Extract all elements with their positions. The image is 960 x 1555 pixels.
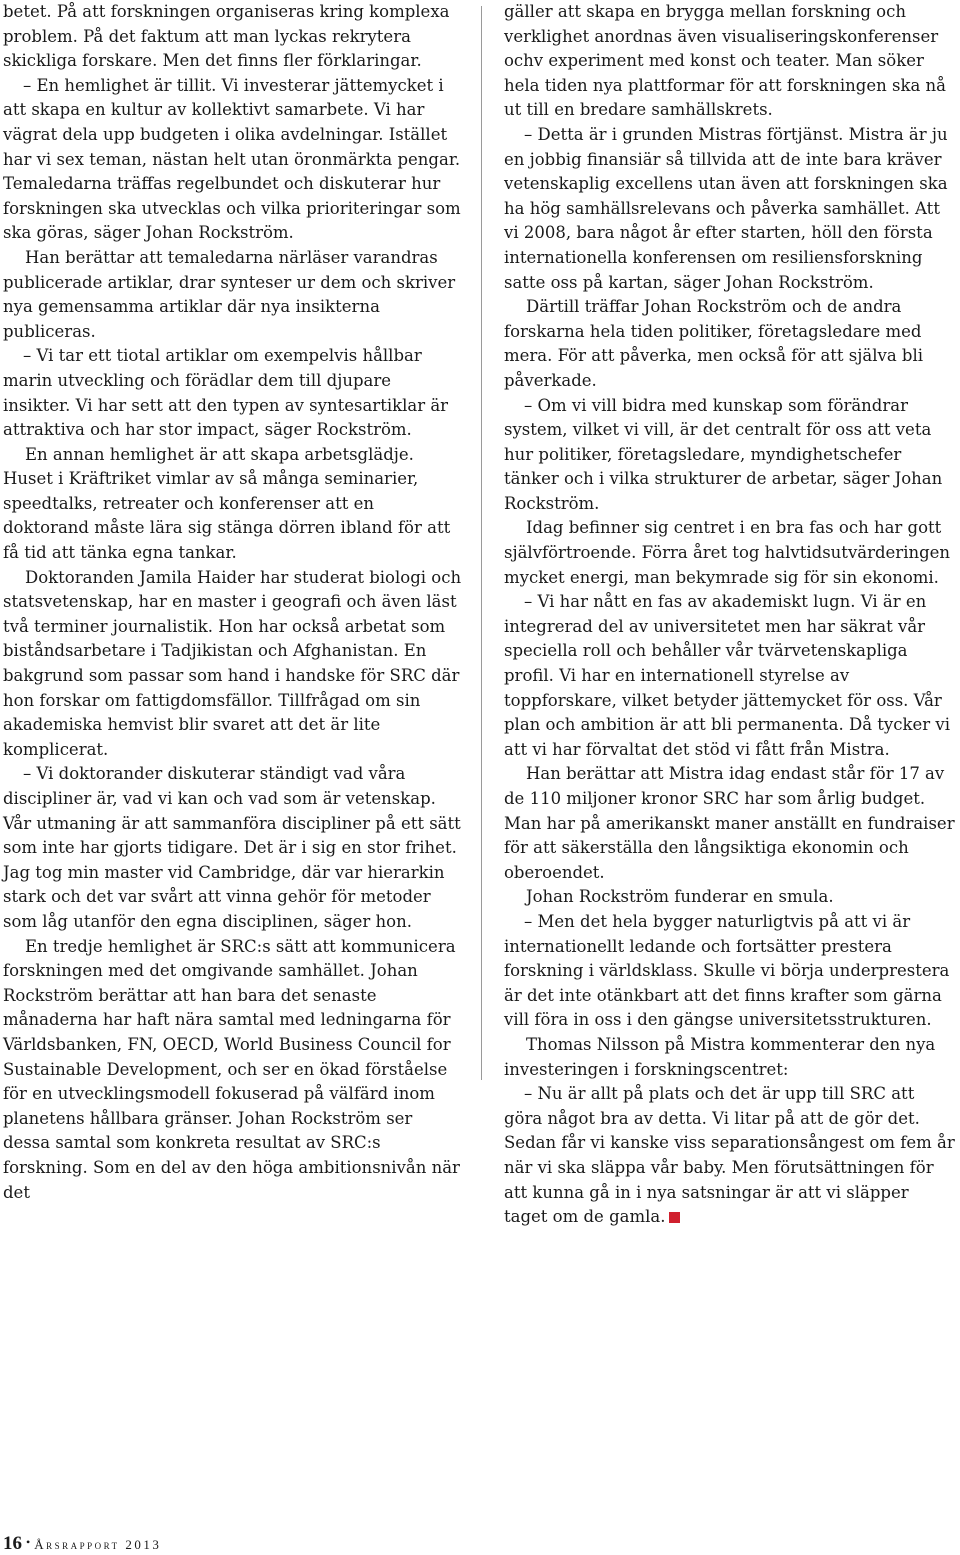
column-divider: [481, 6, 482, 1080]
paragraph: Därtill träffar Johan Rockström och de andra forskarna hela tiden politiker, företagsledare med mera. För att påverka, men också för att själva bli påverkade.: [504, 297, 924, 390]
footer-separator: •: [26, 1535, 31, 1549]
page-footer: [3, 1533, 161, 1555]
quote-paragraph: – Vi har nått en fas av akademiskt lugn. Vi är en integrerad del av universitetet men har säkrat vår speciella roll och behåller vår tvärvetenskapliga profil. Vi har en internationell styrelse av toppforskare, vilket betyder jättemycket för oss. Vår plan och ambition är att bli permanenta. Då tycker vi att vi har förvaltat det stöd vi fått från Mistra.: [504, 592, 950, 759]
paragraph: gäller att skapa en brygga mellan forskning och verklighet anordnas även visualiseringskonferenser ochv experiment med konst och teater. Man söker hela tiden nya plattformar för att forskningen ska nå ut till en bredare samhällskrets.: [504, 2, 947, 120]
page-number: 16: [3, 1533, 22, 1554]
paragraph: betet. På att forskningen organiseras kring komplexa problem. På det faktum att man lyckas rekrytera skickliga forskare. Men det finns fler förklaringar.: [3, 2, 450, 71]
paragraph: En tredje hemlighet är SRC:s sätt att kommunicera forskningen med det omgivande samhället. Johan Rockström berättar att han bara det senaste månaderna har haft nära samtal med ledningarna för Världsbanken, FN, OECD, World Business Council for Sustainable Development, och ser en ökad förståelse för en utvecklingsmodell fokuserad på välfärd inom planetens hållbara gränser. Johan Rockström ser dessa samtal som konkreta resultat av SRC:s forskning. Som en del av den höga ambitionsnivån när det: [3, 936, 460, 1202]
paragraph: Han berättar att temaledarna närläser varandras publicerade artiklar, drar synteser ur dem och skriver nya gemensamma artiklar där nya insikterna publiceras.: [3, 247, 456, 341]
quote-paragraph: – Om vi vill bidra med kunskap som förändrar system, vilket vi vill, är det centralt för oss att veta hur politiker, företagsledare, myndighetschefer tänker och i vilka strukturer de arbetar, säger Johan Rockström.: [504, 395, 943, 513]
quote-paragraph: – En hemlighet är tillit. Vi investerar jättemycket i att skapa en kultur av kollektivt samarbete. Vi har vägrat dela upp budgeten i olika avdelningar. Istället har vi sex teman, nästan helt utan öronmärkta pengar. Temaledarna träffas regelbundet och diskuterar hur forskningen ska utvecklas och vilka prioriteringar som ska göras, säger Johan Rockström.: [3, 75, 461, 243]
quote-paragraph: – Vi doktorander diskuterar ständigt vad våra discipliner är, vad vi kan och vad som är vetenskap. Vår utmaning är att sammanföra discipliner på ett sätt som inte har gjorts tidigare. Det är i sig en stor frihet. Jag tog min master vid Cambridge, där var hierarkin stark och det var svårt att vinna gehör för metoder som låg utanför den egna disciplinen, säger hon.: [3, 764, 461, 931]
left-text-column: [3, 0, 463, 1205]
end-square-icon: [669, 1212, 680, 1223]
paragraph: Idag befinner sig centret i en bra fas och har gott självförtroende. Förra året tog halvtidsutvärderingen mycket energi, man bekymrade sig för sin ekonomi.: [504, 518, 951, 587]
paragraph: En annan hemlighet är att skapa arbetsglädje. Huset i Kräftriket vimlar av så många seminarier, speedtalks, retreater och konferenser att en doktorand måste lära sig stänga dörren ibland för att få tid att tänka egna tankar.: [3, 444, 451, 563]
footer-title: Årsrapport 2013: [34, 1537, 162, 1552]
right-text-column: [504, 0, 956, 1230]
quote-paragraph: – Detta är i grunden Mistras förtjänst. Mistra är ju en jobbig finansiär så tillvida att de inte bara kräver vetenskaplig excellens utan även att forskningen ska ha hög samhällsrelevans och påverka samhället. Att vi 2008, bara något år efter starten, höll den första internationella konferensen om resiliensforskning satte oss på kartan, säger Johan Rockström.: [504, 124, 948, 292]
paragraph: Thomas Nilsson på Mistra kommenterar den nya investeringen i forskningscentret:: [504, 1034, 936, 1079]
paragraph: Han berättar att Mistra idag endast står för 17 av de 110 miljoner kronor SRC har som årlig budget. Man har på amerikanskt maner anställt en fundraiser för att säkerställa den långsiktiga ekonomin och oberoendet.: [504, 764, 955, 882]
quote-paragraph: – Men det hela bygger naturligtvis på att vi är internationellt ledande och fortsätter prestera forskning i världsklass. Skulle vi börja underprestera är det inte otänkbart att det finns krafter som gärna vill föra in oss i den gängse universitetsstrukturen.: [504, 911, 950, 1030]
paragraph: Doktoranden Jamila Haider har studerat biologi och statsvetenskap, har en master i geografi och även läst två terminer journalistik. Hon har också arbetat som biståndsarbetare i Tadjikistan och Afghanistan. En bakgrund som passar som hand i handske för SRC där hon forskar om fattigdomsfällor. Tillfrågad om sin akademiska hemvist blir svaret att det är lite komplicerat.: [3, 567, 462, 759]
quote-paragraph: – Vi tar ett tiotal artiklar om exempelvis hållbar marin utveckling och förädlar dem till djupare insikter. Vi har sett att den typen av syntesartiklar är attraktiva och har stor impact, säger Rockström.: [3, 346, 449, 440]
final-quote-text: – Nu är allt på plats och det är upp till SRC att göra något bra av detta. Vi litar på att de gör det. Sedan får vi kanske viss separationsångest om fem år när vi ska släppa vår baby. Men förutsättningen för att kunna gå in i nya satsningar är att vi släpper taget om de gamla.: [504, 1084, 955, 1227]
final-quote-paragraph: [504, 1082, 956, 1230]
paragraph: Johan Rockström funderar en smula.: [526, 887, 834, 907]
